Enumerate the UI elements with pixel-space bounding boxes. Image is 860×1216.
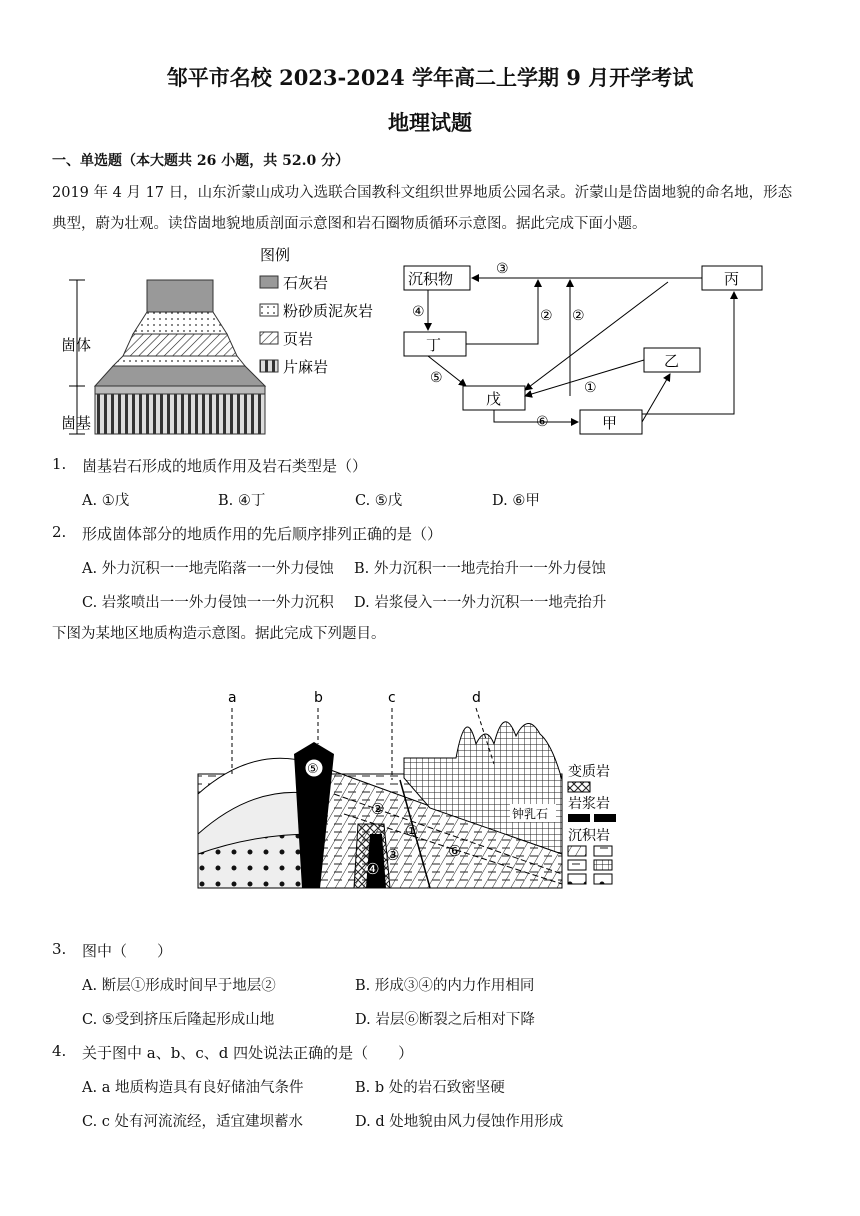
- node-jia: 甲: [602, 414, 618, 432]
- marl-layer: [133, 312, 227, 334]
- q2-number: 2.: [52, 523, 67, 541]
- legend-metamorphic: 变质岩: [568, 764, 610, 780]
- page-title: 邹平市名校 2023-2024 学年高二上学期 9 月开学考试: [166, 65, 694, 90]
- legend-gneiss: 片麻岩: [283, 358, 329, 376]
- q1-option-d[interactable]: D. ⑥甲: [492, 493, 540, 509]
- q3-option-a[interactable]: A. 断层①形成时间早于地层②: [82, 978, 276, 994]
- q3-number: 3.: [52, 940, 67, 958]
- q2-option-c[interactable]: C. 岩浆喷出一一外力侵蚀一一外力沉积: [82, 595, 334, 611]
- q4-option-c[interactable]: C. c 处有河流流经，适宜建坝蓄水: [82, 1114, 304, 1130]
- shale-layer: [123, 334, 237, 356]
- legend-swatch-limestone: [260, 276, 278, 288]
- arrow-label-2b: ②: [572, 308, 585, 324]
- passage-1-line-1: 2019 年 4 月 17 日，山东沂蒙山成功入选联合国教科文组织世界地质公园名录。沂蒙山是岱崮地貌的命名地，形态: [52, 185, 793, 201]
- legend-limestone: 石灰岩: [283, 274, 329, 292]
- arrow-label-2: ②: [540, 308, 553, 324]
- label-a: a: [228, 690, 237, 706]
- q1-option-c[interactable]: C. ⑤戊: [355, 493, 403, 509]
- legend-swatch-magmatic-2: [594, 814, 616, 822]
- marl-layer-2: [113, 356, 245, 366]
- legend-shale: 页岩: [283, 330, 314, 348]
- q4-number: 4.: [52, 1042, 67, 1060]
- node-wu: 戊: [486, 390, 502, 408]
- label-stalactite: 钟乳石: [512, 807, 549, 821]
- mark-3: ③: [386, 846, 400, 864]
- legend-swatch-gneiss: [260, 360, 278, 372]
- mark-1: ①: [405, 822, 419, 840]
- q1-option-b[interactable]: B. ④丁: [218, 493, 266, 509]
- legend-swatch-marl: [260, 304, 278, 316]
- q4-option-d[interactable]: D. d 处地貌由风力侵蚀作用形成: [355, 1114, 564, 1130]
- label-body: 崮体: [61, 336, 92, 354]
- q3-option-b[interactable]: B. 形成③④的内力作用相同: [355, 978, 535, 994]
- label-b: b: [314, 690, 323, 706]
- label-c: c: [388, 690, 396, 706]
- legend-swatch-metamorphic: [568, 782, 590, 792]
- legend-swatch-shale: [260, 332, 278, 344]
- node-sediment: 沉积物: [408, 270, 454, 288]
- q1-option-a[interactable]: A. ①戊: [82, 493, 130, 509]
- q1-number: 1.: [52, 455, 67, 473]
- arrow-label-6: ⑥: [536, 414, 549, 430]
- mark-6: ⑥: [448, 842, 462, 860]
- label-d: d: [472, 690, 481, 706]
- mark-4: ④: [366, 860, 380, 878]
- q4-option-a[interactable]: A. a 地质构造具有良好储油气条件: [82, 1080, 304, 1096]
- limestone-layer-2: [95, 366, 265, 386]
- q4-stem: 关于图中 a、b、c、d 四处说法正确的是（ ）: [82, 1044, 414, 1062]
- legend-sedimentary: 沉积岩: [568, 828, 610, 844]
- q2-option-d[interactable]: D. 岩浆侵入一一外力沉积一一地壳抬升: [354, 595, 607, 611]
- q3-option-d[interactable]: D. 岩层⑥断裂之后相对下降: [355, 1012, 535, 1028]
- arrow-label-5: ⑤: [430, 370, 443, 386]
- legend-marl: 粉砂质泥灰岩: [283, 302, 374, 320]
- passage-1: [52, 178, 812, 240]
- legend-title: 图例: [260, 246, 291, 264]
- node-ding: 丁: [426, 336, 442, 354]
- page-subtitle: 地理试题: [388, 110, 472, 135]
- label-base: 崮基: [61, 414, 92, 432]
- mark-5: ⑤: [307, 762, 319, 777]
- geologic-structure-figure: [194, 684, 624, 890]
- node-bing: 丙: [724, 270, 740, 288]
- q3-option-c[interactable]: C. ⑤受到挤压后隆起形成山地: [82, 1012, 275, 1028]
- mark-2: ②: [371, 800, 385, 818]
- q3-stem: 图中（ ）: [82, 942, 173, 960]
- gneiss-base: [95, 394, 265, 434]
- section-heading: 一、单选题（本大题共 26 小题，共 52.0 分）: [52, 153, 350, 169]
- daigu-profile-figure: [55, 244, 390, 444]
- arrow-label-3: ③: [496, 261, 509, 277]
- arrow-label-4: ④: [412, 304, 425, 320]
- passage-2: 下图为某地区地质构造示意图。据此完成下列题目。: [52, 626, 386, 642]
- limestone-top: [147, 280, 213, 312]
- q2-stem: 形成崮体部分的地质作用的先后顺序排列正确的是（）: [82, 525, 443, 543]
- arrow-label-1: ①: [584, 380, 597, 396]
- rock-cycle-figure: [398, 254, 778, 440]
- q1-stem: 崮基岩石形成的地质作用及岩石类型是（）: [82, 457, 368, 475]
- node-yi: 乙: [664, 352, 680, 370]
- q2-option-b[interactable]: B. 外力沉积一一地壳抬升一一外力侵蚀: [354, 561, 606, 577]
- passage-1-line-2: 典型，蔚为壮观。读岱崮地貌地质剖面示意图和岩石圈物质循环示意图。据此完成下面小题。: [52, 216, 647, 232]
- q2-option-a[interactable]: A. 外力沉积一一地壳陷落一一外力侵蚀: [82, 561, 334, 577]
- q4-option-b[interactable]: B. b 处的岩石致密坚硬: [355, 1080, 505, 1096]
- legend-magmatic: 岩浆岩: [568, 796, 610, 812]
- legend-swatch-magmatic-1: [568, 814, 590, 822]
